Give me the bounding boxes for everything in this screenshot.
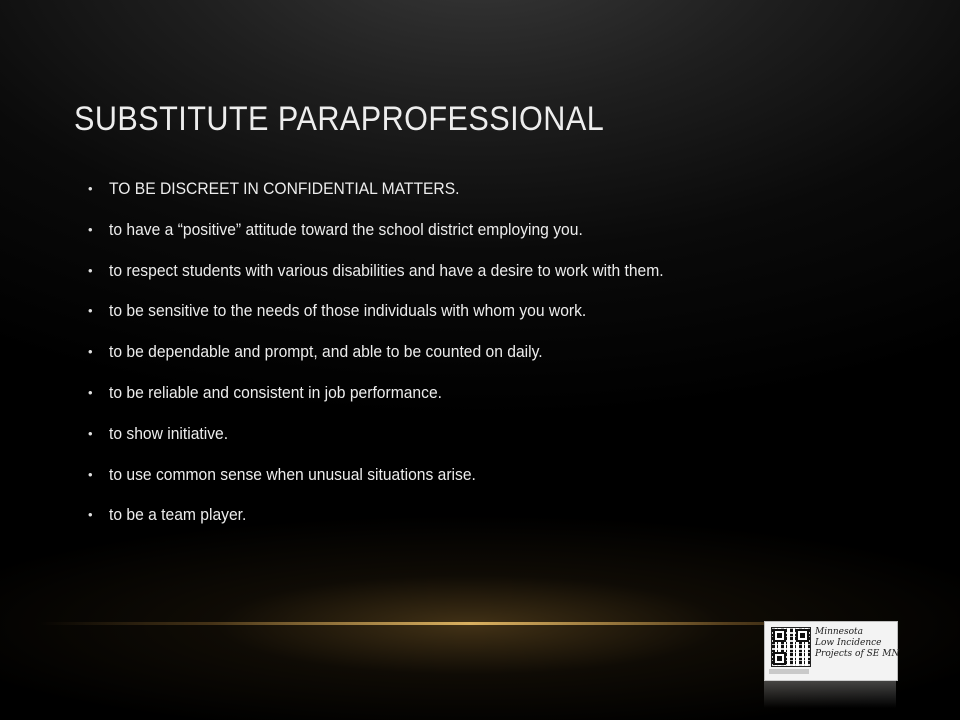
bullet-dot-icon: • [88,181,93,196]
logo-line: Minnesota [815,627,864,637]
slide-title: SUBSTITUTE PARAPROFESSIONAL [74,100,605,138]
logo-reflection [764,680,896,720]
bullet-item [88,292,848,333]
bullet-dot-icon: • [88,507,93,523]
bullet-text: to be sensitive to the needs of those individuals with whom you work. [109,301,587,321]
logo-line: Projects of SE MN [815,649,900,659]
bullet-dot-icon: • [88,262,93,278]
qr-code-icon [771,627,811,667]
bullet-dot-icon: • [88,466,93,482]
bullet-text: to have a “positive” attitude toward the school district employing you. [109,219,583,239]
bullet-item [88,211,848,252]
logo-url-strip [769,669,809,674]
bullet-item [88,252,848,293]
bullet-text: to use common sense when unusual situations arise. [109,464,476,484]
bullet-item [88,333,848,374]
bullet-item [88,415,848,456]
bullet-list [88,170,848,537]
bullet-dot-icon: • [88,384,93,400]
logo [764,621,898,681]
bullet-item [88,456,848,497]
logo-line: Low Incidence [815,638,882,648]
bullet-dot-icon: • [88,344,93,360]
bullet-item [88,170,848,211]
bullet-text: to respect students with various disabilities and have a desire to work with them. [109,260,664,280]
bullet-text: to show initiative. [109,423,229,443]
bullet-text: to be reliable and consistent in job performance. [109,382,442,402]
bullet-text: TO BE DISCREET IN CONFIDENTIAL MATTERS. [109,179,460,198]
logo-text [815,627,900,660]
bullet-item [88,496,848,537]
bullet-dot-icon: • [88,303,93,319]
bullet-text: to be a team player. [109,505,247,525]
bullet-dot-icon: • [88,221,93,237]
bullet-dot-icon: • [88,425,93,441]
bullet-text: to be dependable and prompt, and able to be counted on daily. [109,342,543,362]
bullet-item [88,374,848,415]
